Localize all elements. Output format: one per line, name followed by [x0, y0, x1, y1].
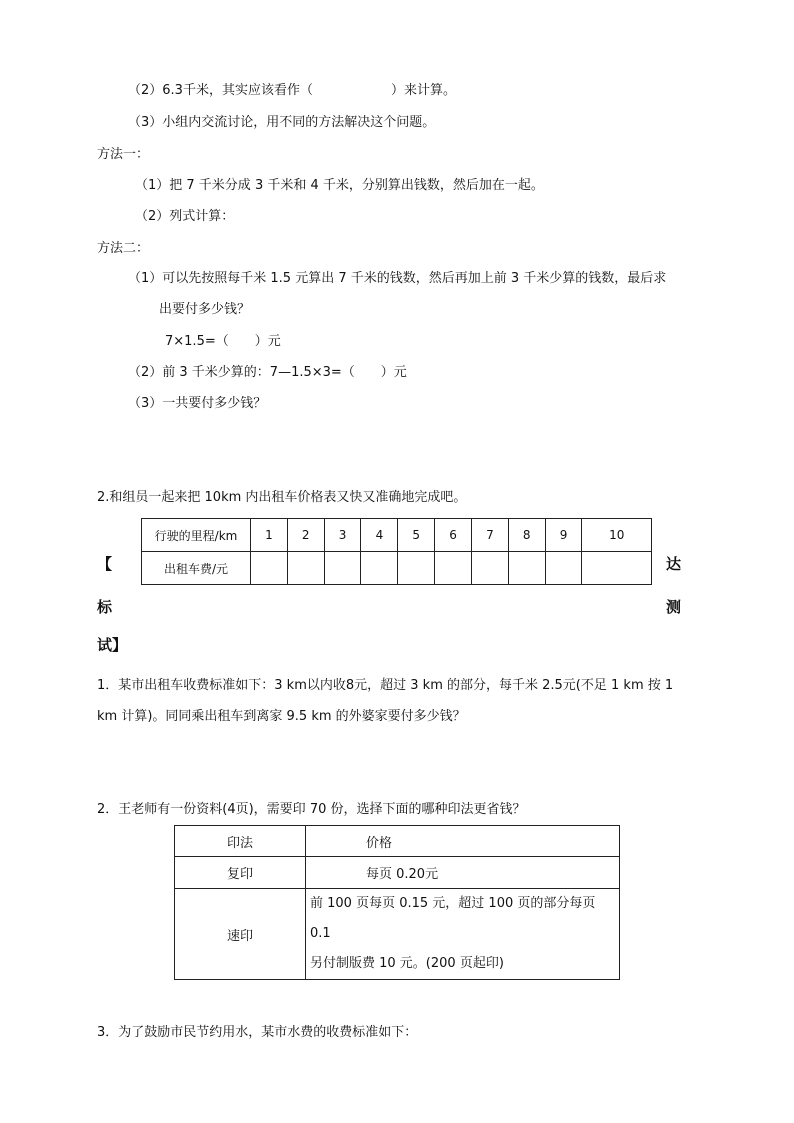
distance-cell: 9: [545, 519, 582, 552]
taxi-fare-table: [141, 518, 652, 585]
fare-blank-cell[interactable]: [361, 552, 398, 585]
table-row: [175, 889, 620, 980]
table-row: [142, 519, 652, 552]
assessment-char-da: 达: [666, 555, 682, 573]
fare-blank-cell[interactable]: [582, 552, 652, 585]
fare-blank-cell[interactable]: [545, 552, 582, 585]
distance-cell: 6: [435, 519, 472, 552]
table-row: [175, 857, 620, 889]
distance-cell: 8: [508, 519, 545, 552]
assessment-question-3: 3．为了鼓励市民节约用水，某市水费的收费标准如下：: [97, 1025, 418, 1040]
assessment-bracket-open: 【: [97, 555, 113, 573]
print-price-copy: 每页 0.20元: [306, 857, 620, 889]
assessment-question-1-line-2: km 计算)。同同乘出租车到离家 9.5 km 的外婆家要付多少钱？: [97, 709, 466, 724]
question-3-text: （3）小组内交流讨论，用不同的方法解决这个问题。: [128, 115, 436, 130]
method-1-step-1: （1）把 7 千米分成 3 千米和 4 千米，分别算出钱数，然后加在一起。: [135, 178, 544, 193]
print-method-header: 印法: [175, 826, 306, 857]
assessment-question-1-line-1: 1．某市出租车收费标准如下：3 km以内收8元，超过 3 km 的部分，每千米 2.5元(不足 1 km 按 1: [97, 678, 674, 693]
method-2-step-2: （2）前 3 千米少算的：7—1.5×3=（ ）元: [128, 365, 407, 380]
method-2-step-3: （3）一共要付多少钱？: [128, 396, 267, 411]
print-price-fast-line-1: 前 100 页每页 0.15 元，超过 100 页的部分每页 0.1: [310, 896, 596, 941]
distance-cell: 1: [251, 519, 288, 552]
print-method-copy: 复印: [175, 857, 306, 889]
fare-blank-cell[interactable]: [324, 552, 361, 585]
fare-blank-cell[interactable]: [471, 552, 508, 585]
method-2-step-1-line-1: （1）可以先按照每千米 1.5 元算出 7 千米的钱数，然后再加上前 3 千米少算的钱数，最后求: [128, 271, 667, 286]
fare-blank-cell[interactable]: [287, 552, 324, 585]
table-row: [142, 552, 652, 585]
distance-cell: 2: [287, 519, 324, 552]
distance-cell: 7: [471, 519, 508, 552]
distance-cell: 10: [582, 519, 652, 552]
distance-header: 行驶的里程/km: [142, 519, 251, 552]
fare-blank-cell[interactable]: [508, 552, 545, 585]
method-2-formula: 7×1.5=（ ）元: [165, 334, 281, 349]
distance-cell: 4: [361, 519, 398, 552]
fare-blank-cell[interactable]: [435, 552, 472, 585]
print-method-fast: 速印: [175, 889, 306, 980]
fare-blank-cell[interactable]: [398, 552, 435, 585]
fare-header: 出租车费/元: [142, 552, 251, 585]
fare-blank-cell[interactable]: [251, 552, 288, 585]
table-row: [175, 826, 620, 857]
print-price-header: 价格: [306, 826, 620, 857]
assessment-char-ce: 测: [666, 598, 682, 616]
distance-cell: 3: [324, 519, 361, 552]
question-2-text: （2）6.3千米，其实应该看作（ ）来计算。: [128, 83, 456, 98]
print-price-fast-line-2: 另付制版费 10 元。(200 页起印): [310, 956, 504, 971]
assessment-char-shi: 试】: [97, 636, 128, 654]
method-2-step-1-line-2: 出要付多少钱？: [159, 302, 251, 317]
method-1-title: 方法一：: [97, 147, 150, 162]
assessment-question-2: 2．王老师有一份资料(4页)，需要印 70 份，选择下面的哪种印法更省钱？: [97, 802, 526, 817]
taxi-table-instruction: 2.和组员一起来把 10km 内出租车价格表又快又准确地完成吧。: [97, 490, 467, 505]
distance-cell: 5: [398, 519, 435, 552]
assessment-char-biao: 标: [97, 598, 113, 616]
printing-price-table: [174, 825, 620, 980]
method-2-title: 方法二：: [97, 241, 150, 256]
method-1-step-2: （2）列式计算：: [135, 209, 235, 224]
